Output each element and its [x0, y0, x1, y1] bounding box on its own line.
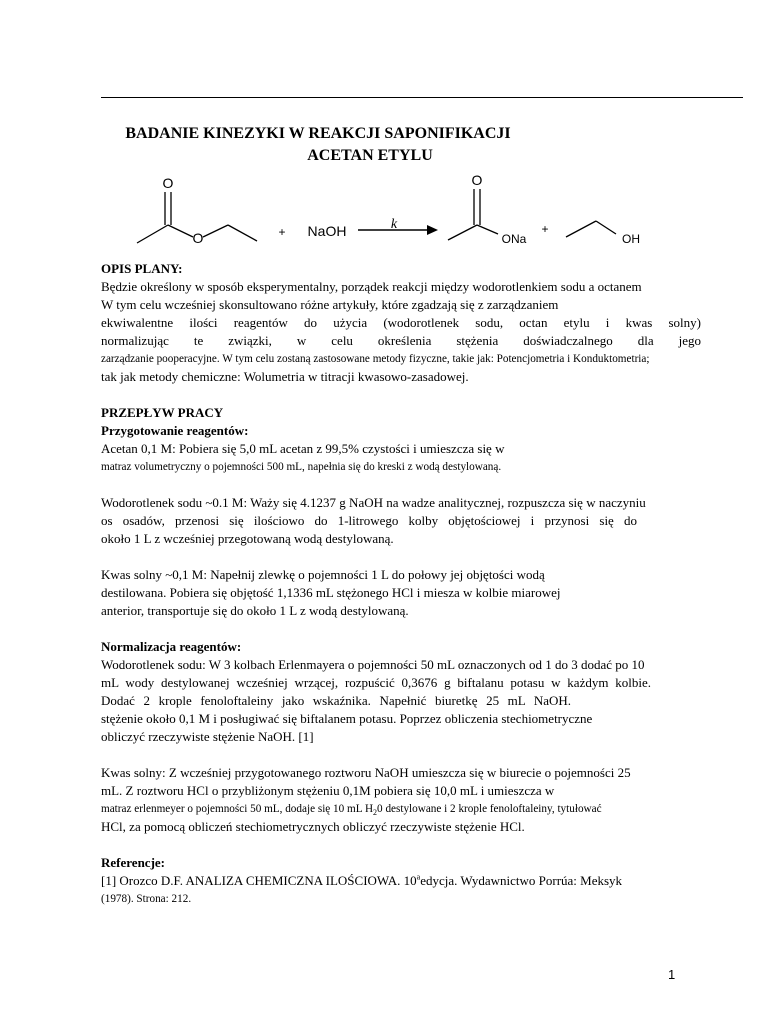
acetan-line: matraz volumetryczny o pojemności 500 mL, napełnia się do kreski z wodą destylowaną. [101, 461, 502, 473]
h2-subscript: 2 [373, 808, 378, 818]
hcl-line3-post: 0 destylowane i 2 krople fenoloftaleiny, tytułować [377, 803, 602, 815]
document-title-line1: BADANIE KINEZYKI W REAKCJI SAPONIFIKACJI [125, 125, 511, 142]
document-body [101, 260, 701, 908]
plus-sign-1: + [278, 225, 286, 239]
naoh-label: NaOH [307, 223, 347, 239]
ester-oxygen-label: O [192, 230, 204, 246]
document-title-line2: ACETAN ETYLU [307, 147, 433, 164]
page-number: 1 [668, 967, 676, 982]
kwas-line: destilowana. Pobiera się objętość 1,1336 mL stężonego HCl i miesza w kolbie miarowej [101, 585, 561, 600]
opis-line: zarządzanie pooperacyjne. W tym celu zostaną zastosowane metody fizyczne, takie jak: Potencjometria i Konduktometria; [101, 353, 650, 365]
oh-label: OH [622, 232, 640, 246]
normalizacja-hcl-line: mL. Z roztworu HCl o przybliżonym stężeniu 0,1M pobiera się 10,0 mL i umieszcza w [101, 783, 555, 798]
rate-constant-k: k [390, 217, 398, 232]
opis-heading: OPIS PLANY: [101, 261, 183, 276]
sodium-acetate-structure [448, 189, 498, 240]
opis-line: W tym celu wcześniej skonsultowano różne artykuły, które zgadzają się z zarządzaniem [101, 297, 559, 312]
ethanol-structure [566, 221, 616, 237]
carbonyl-oxygen-label-product: O [471, 172, 483, 188]
ref-line1-pre: [1] Orozco D.F. ANALIZA CHEMICZNA ILOŚCIOWA. 10 [101, 873, 417, 888]
edition-superscript: a [416, 872, 421, 882]
normalizacja-hcl-line [101, 800, 701, 818]
opis-line: tak jak metody chemiczne: Wolumetria w titracji kwasowo-zasadowej. [101, 369, 469, 384]
wodorotlenek-line: os osadów, przenosi się ilościowo do 1-litrowego kolby objętościowej i przynosi się do [101, 513, 637, 528]
header-rule [101, 97, 743, 98]
wodorotlenek-line: Wodorotlenek sodu ~0.1 M: Waży się 4.1237 g NaOH na wadze analitycznej, rozpuszcza się w naczyniu [101, 495, 646, 510]
hcl-line3-pre: matraz erlenmeyer o pojemności 50 mL, dodaje się 10 mL H [101, 803, 374, 815]
normalizacja-naoh-line: obliczyć rzeczywiste stężenie NaOH. [1] [101, 729, 314, 744]
normalizacja-naoh-line: stężenie około 0,1 M i posługiwać się biftalanem potasu. Poprzez obliczenia stechiometryczne [101, 711, 593, 726]
carbonyl-oxygen-label: O [162, 175, 174, 191]
opis-line: normalizując te związki, w celu określenia stężenia doświadczalnego dla jego [101, 333, 701, 348]
normalizacja-hcl-line: HCl, za pomocą obliczeń stechiometrycznych obliczyć rzeczywiste stężenie HCl. [101, 819, 525, 834]
ona-label: ONa [501, 232, 527, 246]
normalizacja-naoh-line: Wodorotlenek sodu: W 3 kolbach Erlenmayera o pojemności 50 mL oznaczonych od 1 do 3 dodać po 10 [101, 657, 645, 672]
opis-line: Będzie określony w sposób eksperymentalny, porządek reakcji między wodorotlenkiem sodu a octanem [101, 279, 642, 294]
referencje-heading: Referencje: [101, 855, 165, 870]
normalizacja-heading: Normalizacja reagentów: [101, 639, 242, 654]
normalizacja-naoh-line: Dodać 2 krople fenoloftaleiny jako wskaźnika. Napełnić biuretkę 25 mL NaOH. [101, 693, 571, 708]
referencje-line: (1978). Strona: 212. [101, 893, 192, 905]
przeplyw-heading: PRZEPŁYW PRACY [101, 405, 224, 420]
normalizacja-hcl-line: Kwas solny: Z wcześniej przygotowanego roztworu NaOH umieszcza się w biurecie o pojemności 25 [101, 765, 631, 780]
opis-line: ekwiwalentne ilości reagentów do użycia (wodorotlenek sodu, octan etylu i kwas solny) [101, 315, 701, 330]
kwas-line: anterior, transportuje się do około 1 L z wodą destylowaną. [101, 603, 409, 618]
przygotowanie-subheading: Przygotowanie reagentów: [101, 423, 249, 438]
ref-line1-post: edycja. Wydawnictwo Porrúa: Meksyk [420, 873, 623, 888]
plus-sign-2: + [541, 222, 549, 236]
referencje-line [101, 872, 701, 890]
wodorotlenek-line: około 1 L z wcześniej przegotowaną wodą destylowaną. [101, 531, 394, 546]
reaction-scheme [100, 170, 660, 250]
kwas-line: Kwas solny ~0,1 M: Napełnij zlewkę o pojemności 1 L do połowy jej objętości wodą [101, 567, 545, 582]
normalizacja-naoh-line: mL wody destylowanej wcześniej wrzącej, rozpuścić 0,3676 g biftalanu potasu w każdym kolbie. [101, 675, 651, 690]
acetan-line: Acetan 0,1 M: Pobiera się 5,0 mL acetan z 99,5% czystości i umieszcza się w [101, 441, 505, 456]
reaction-arrow [358, 225, 438, 235]
